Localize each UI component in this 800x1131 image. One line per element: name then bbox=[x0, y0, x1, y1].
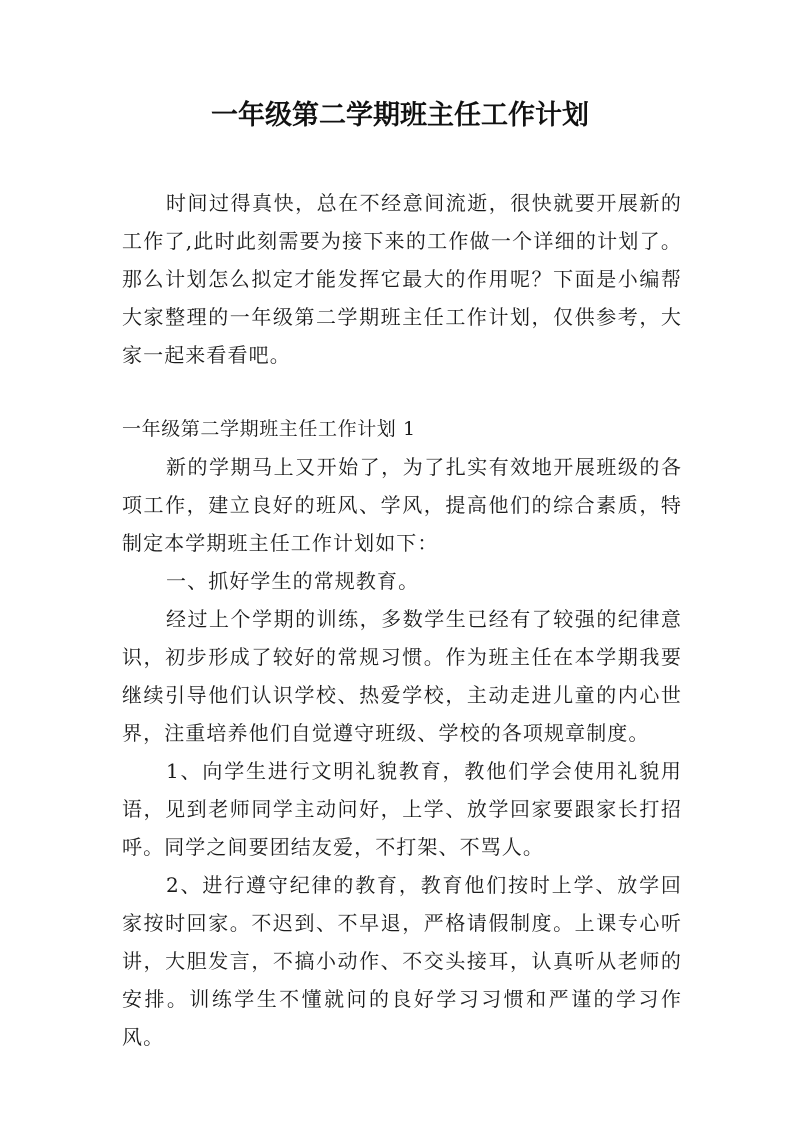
document-title: 一年级第二学期班主任工作计划 bbox=[211, 100, 589, 131]
subheading-paragraph: 一、抓好学生的常规教育。 bbox=[166, 569, 420, 593]
body-section bbox=[122, 410, 682, 1056]
body-paragraph: 新的学期马上又开始了，为了扎实有效地开展班级的各项工作，建立良好的班风、学风，提高他们的综合素质，特制定本学期班主任工作计划如下： bbox=[122, 455, 682, 555]
section-heading: 一年级第二学期班主任工作计划 1 bbox=[122, 418, 416, 440]
intro-section bbox=[122, 184, 682, 374]
intro-paragraph: 时间过得真快，总在不经意间流逝，很快就要开展新的工作了,此时此刻需要为接下来的工作做一个详细的计划了。那么计划怎么拟定才能发挥它最大的作用呢？下面是小编帮大家整理的一年级第二学期班主任工作计划，仅供参考，大家一起来看看吧。 bbox=[122, 191, 682, 367]
numbered-paragraph: 2、进行遵守纪律的教育，教育他们按时上学、放学回家按时回家。不迟到、不早退，严格请假制度。上课专心听讲，大胆发言，不搞小动作、不交头接耳，认真听从老师的安排。训练学生不懂就问的良好学习习惯和严谨的学习作风。 bbox=[122, 873, 682, 1049]
body-paragraph: 经过上个学期的训练，多数学生已经有了较强的纪律意识，初步形成了较好的常规习惯。作为班主任在本学期我要继续引导他们认识学校、热爱学校，主动走进儿童的内心世界，注重培养他们自觉遵守班级、学校的各项规章制度。 bbox=[122, 607, 682, 745]
numbered-paragraph: 1、向学生进行文明礼貌教育，教他们学会使用礼貌用语，见到老师同学主动问好，上学、放学回家要跟家长打招呼。同学之间要团结友爱，不打架、不骂人。 bbox=[122, 759, 682, 859]
